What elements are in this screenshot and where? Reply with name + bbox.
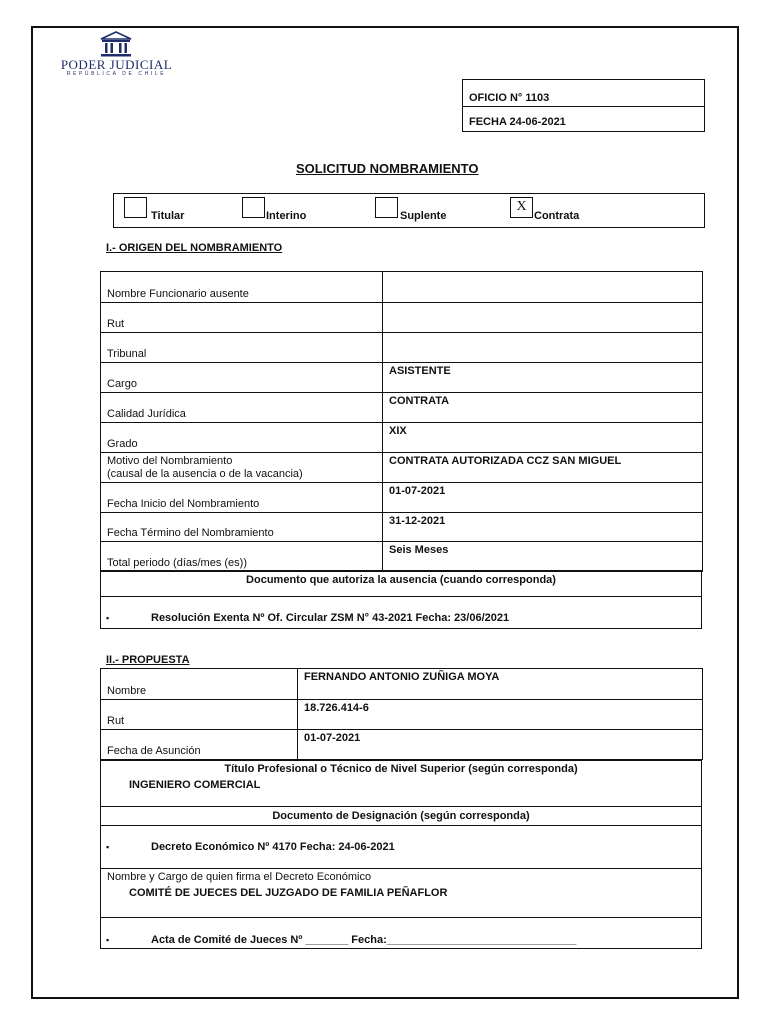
divider xyxy=(101,825,701,826)
table-row xyxy=(101,513,703,542)
value-grado[interactable]: XIX xyxy=(383,423,703,453)
value-fecha-inicio[interactable]: 01-07-2021 xyxy=(383,483,703,513)
label-nombre-ausente: Nombre Funcionario ausente xyxy=(101,272,383,303)
resolucion-item[interactable]: Resolución Exenta Nº Of. Circular ZSM N° 43-2021 Fecha: 23/06/2021 xyxy=(151,612,510,624)
value-total-periodo[interactable]: Seis Meses xyxy=(383,542,703,572)
label-total-periodo: Total periodo (días/mes (es)) xyxy=(101,542,383,572)
checkbox-interino[interactable] xyxy=(242,197,265,218)
proposal-details-box xyxy=(100,760,702,949)
appointment-type-box xyxy=(113,193,705,228)
checkbox-contrata[interactable]: X xyxy=(510,197,533,218)
table-row xyxy=(101,453,703,483)
firma-value[interactable]: COMITÉ DE JUECES DEL JUZGADO DE FAMILIA PEÑAFLOR xyxy=(129,887,448,899)
table-row xyxy=(101,333,703,363)
designacion-title: Documento de Designación (según corresponda) xyxy=(272,810,530,822)
divider xyxy=(101,806,701,807)
table-row xyxy=(101,423,703,453)
label-rut: Rut xyxy=(101,700,298,730)
divider xyxy=(101,917,701,918)
divider xyxy=(101,868,701,869)
bullet-icon: ▪ xyxy=(106,842,110,852)
value-motivo[interactable]: CONTRATA AUTORIZADA CCZ SAN MIGUEL xyxy=(383,453,703,483)
label-suplente: Suplente xyxy=(400,210,447,222)
value-fecha-termino[interactable]: 31-12-2021 xyxy=(383,513,703,542)
origin-table xyxy=(100,271,703,572)
table-row xyxy=(101,393,703,423)
courthouse-icon xyxy=(98,30,134,58)
decreto-item[interactable]: Decreto Económico Nº 4170 Fecha: 24-06-2021 xyxy=(151,841,395,853)
oficio-number: OFICIO N° 1103 xyxy=(469,92,550,104)
table-row xyxy=(101,363,703,393)
table-row xyxy=(101,303,703,333)
value-calidad-juridica[interactable]: CONTRATA xyxy=(383,393,703,423)
authorizing-document-title: Documento que autoriza la ausencia (cuando corresponda) xyxy=(246,574,556,586)
oficio-date: FECHA 24-06-2021 xyxy=(469,116,566,128)
value-rut-ausente[interactable] xyxy=(383,303,703,333)
section-2-heading: II.- PROPUESTA xyxy=(106,654,190,666)
label-motivo-line1: Motivo del Nombramiento xyxy=(107,455,233,467)
label-nombre: Nombre xyxy=(101,669,298,700)
label-rut-ausente: Rut xyxy=(101,303,383,333)
value-fecha-asuncion[interactable]: 01-07-2021 xyxy=(298,730,703,760)
value-nombre[interactable]: FERNANDO ANTONIO ZUÑIGA MOYA xyxy=(298,669,703,700)
divider xyxy=(101,596,701,597)
label-tribunal: Tribunal xyxy=(101,333,383,363)
table-row xyxy=(101,272,703,303)
label-contrata: Contrata xyxy=(534,210,580,222)
label-interino: Interino xyxy=(266,210,307,222)
titulo-value[interactable]: INGENIERO COMERCIAL xyxy=(129,779,261,791)
bullet-icon: ▪ xyxy=(106,613,110,623)
divider xyxy=(463,106,704,107)
table-row xyxy=(101,669,703,700)
poder-judicial-logo xyxy=(54,30,179,80)
table-row xyxy=(101,483,703,513)
proposal-table xyxy=(100,668,703,760)
label-grado: Grado xyxy=(101,423,383,453)
table-row xyxy=(101,700,703,730)
label-cargo: Cargo xyxy=(101,363,383,393)
value-tribunal[interactable] xyxy=(383,333,703,363)
label-fecha-termino: Fecha Término del Nombramiento xyxy=(101,513,383,542)
label-titular: Titular xyxy=(151,210,185,222)
org-subtitle: REPÚBLICA DE CHILE xyxy=(66,71,167,77)
titulo-title: Título Profesional o Técnico de Nivel Superior (según corresponda) xyxy=(224,763,578,775)
label-fecha-inicio: Fecha Inicio del Nombramiento xyxy=(101,483,383,513)
authorizing-document-box xyxy=(100,570,702,629)
value-nombre-ausente[interactable] xyxy=(383,272,703,303)
table-row xyxy=(101,730,703,760)
org-name: PODER JUDICIAL xyxy=(60,57,173,72)
page-title: SOLICITUD NOMBRAMIENTO xyxy=(296,161,479,176)
checkbox-suplente[interactable] xyxy=(375,197,398,218)
bullet-icon: ▪ xyxy=(106,935,110,945)
oficio-box xyxy=(462,79,705,132)
label-fecha-asuncion: Fecha de Asunción xyxy=(101,730,298,760)
label-motivo-line2: (causal de la ausencia o de la vacancia) xyxy=(107,468,303,480)
acta-item[interactable]: Acta de Comité de Jueces Nº _______ Fecha:_______________________________ xyxy=(151,934,577,946)
checkbox-titular[interactable] xyxy=(124,197,147,218)
value-cargo[interactable]: ASISTENTE xyxy=(383,363,703,393)
table-row xyxy=(101,542,703,572)
label-motivo xyxy=(101,453,383,483)
firma-title: Nombre y Cargo de quien firma el Decreto Económico xyxy=(107,871,372,883)
label-calidad-juridica: Calidad Jurídica xyxy=(101,393,383,423)
value-rut[interactable]: 18.726.414-6 xyxy=(298,700,703,730)
section-1-heading: I.- ORIGEN DEL NOMBRAMIENTO xyxy=(106,242,283,254)
